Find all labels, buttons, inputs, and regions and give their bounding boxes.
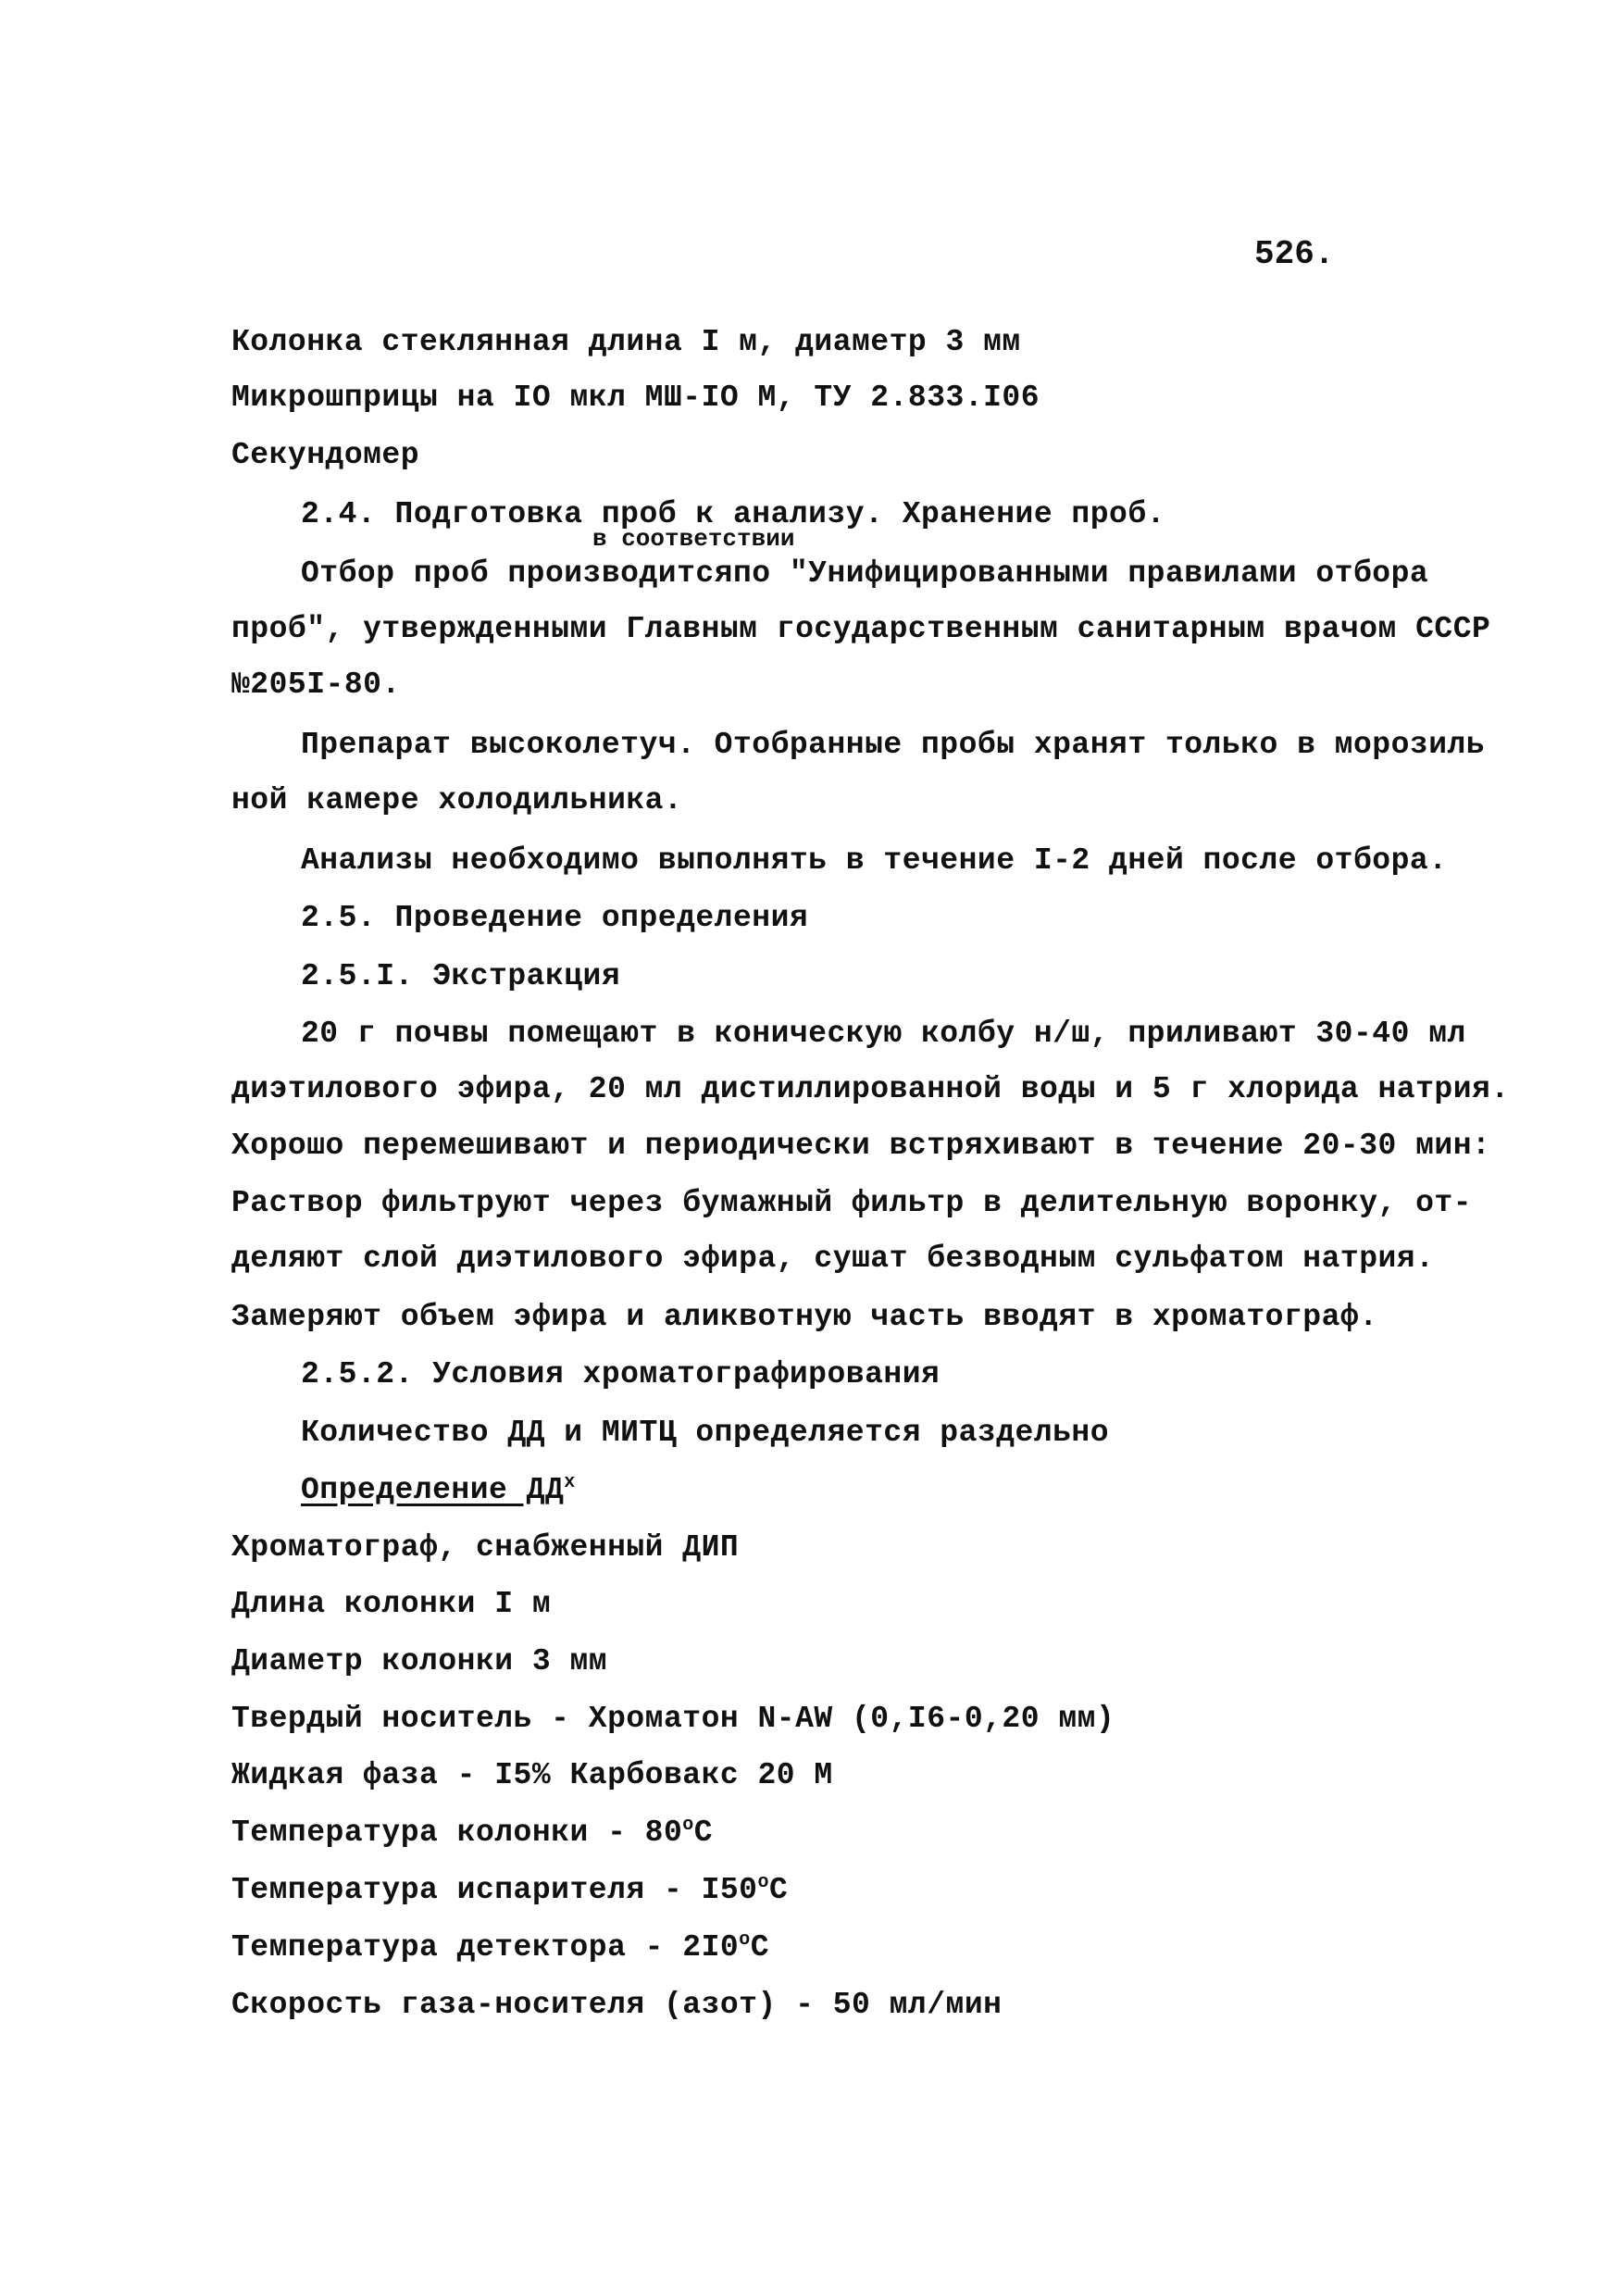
- text-line: Анализы необходимо выполнять в течение I-2 дней после отбора.: [301, 843, 1448, 878]
- text-line: деляют слой диэтилового эфира, сушат безводным сульфатом натрия.: [231, 1242, 1435, 1276]
- degree-mark: о: [682, 1815, 694, 1836]
- text-line: диэтилового эфира, 20 мл дистиллированной воды и 5 г хлорида натрия.: [231, 1072, 1510, 1106]
- parameter-text: Температура испарителя - I50: [231, 1873, 758, 1907]
- page-number: 526.: [1254, 235, 1335, 273]
- parameter-line: Жидкая фаза - I5% Карбовакс 20 М: [231, 1758, 833, 1792]
- degree-mark: о: [757, 1872, 770, 1893]
- text-line: Отбор проб производитсяпо "Унифицированными правилами отбора: [301, 556, 1429, 591]
- text-line: Количество ДД и МИТЦ определяется раздельно: [301, 1416, 1110, 1450]
- section-heading: 2.4. Подготовка проб к анализу. Хранение проб.: [301, 497, 1165, 531]
- subheading-underlined: Определение ДД: [301, 1473, 565, 1507]
- section-heading: 2.5. Проведение определения: [301, 901, 809, 935]
- text-line: Препарат высоколетуч. Отобранные пробы хранят только в морозиль: [301, 728, 1486, 762]
- text-line: Микрошприцы на IO мкл МШ-IO М, ТУ 2.833.I06: [231, 381, 1040, 415]
- section-heading: 2.5.2. Условия хроматографирования: [301, 1357, 941, 1391]
- celsius-unit: С: [693, 1816, 714, 1850]
- parameter-line: [231, 1815, 713, 1852]
- subheading-line: [301, 1472, 576, 1509]
- text-line: ной камере холодильника.: [231, 783, 683, 817]
- parameter-line: [231, 1872, 788, 1909]
- parameter-line: [231, 1929, 769, 1966]
- parameter-text: Температура детектора - 2I0: [231, 1930, 740, 1965]
- parameter-line: Диаметр колонки 3 мм: [231, 1644, 608, 1678]
- parameter-line: Длина колонки I м: [231, 1587, 552, 1621]
- parameter-line: Твердый носитель - Хроматон N-AW (0,I6-0,20 мм): [231, 1702, 1115, 1736]
- parameter-text: Температура колонки - 80: [231, 1816, 683, 1850]
- celsius-unit: С: [750, 1930, 770, 1965]
- degree-mark: о: [739, 1929, 751, 1951]
- celsius-unit: С: [769, 1873, 789, 1907]
- footnote-mark: x: [564, 1472, 576, 1493]
- parameter-line: Хроматограф, снабженный ДИП: [231, 1530, 740, 1565]
- text-line: Секундомер: [231, 438, 420, 472]
- section-heading: 2.5.I. Экстракция: [301, 959, 621, 993]
- text-line: №205I-80.: [231, 668, 401, 702]
- parameter-line: Скорость газа-носителя (азот) - 50 мл/мин: [231, 1988, 1003, 2022]
- text-line: 20 г почвы помещают в коническую колбу н/ш, приливают 30-40 мл: [301, 1017, 1466, 1051]
- text-line: Замеряют объем эфира и аликвотную часть вводят в хроматограф.: [231, 1300, 1378, 1334]
- text-line: Хорошо перемешивают и периодически встряхивают в течение 20-30 мин:: [231, 1129, 1491, 1163]
- text-line: Раствор фильтруют через бумажный фильтр в делительную воронку, от-: [231, 1186, 1473, 1220]
- text-line: Колонка стеклянная длина I м, диаметр 3 мм: [231, 325, 1021, 359]
- handwritten-insertion: в соответствии: [592, 525, 795, 553]
- text-line: проб", утвержденными Главным государственным санитарным врачом СССР: [231, 612, 1491, 646]
